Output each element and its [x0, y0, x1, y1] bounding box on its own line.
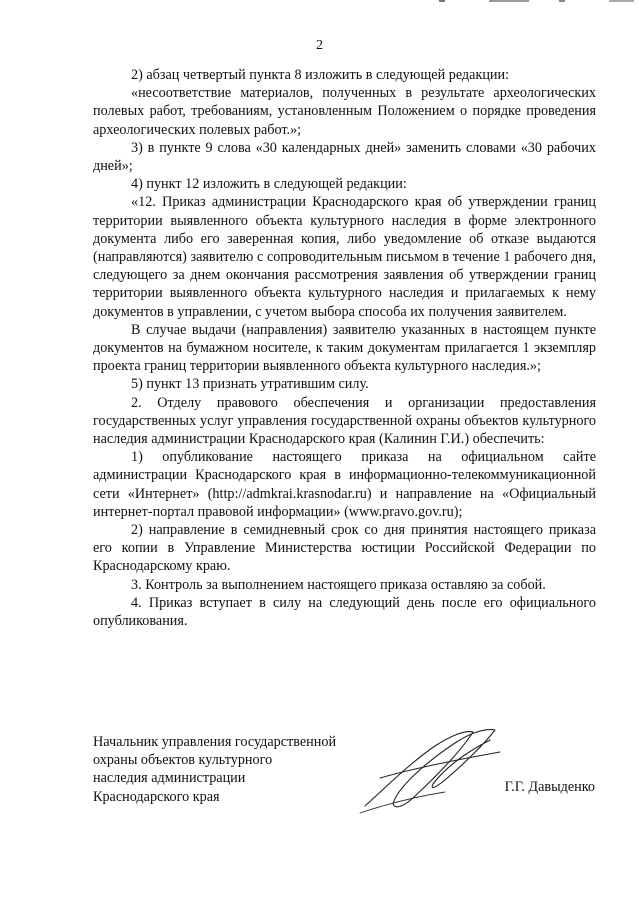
signatory-name: Г.Г. Давыденко [504, 779, 595, 795]
paragraph: 2. Отделу правового обеспечения и организации предоставления государственных услуг управления государственной охраны объектов культурного наследия администрации Краснодарского края (Калинин Г.И.) обеспечить: [93, 394, 596, 448]
scan-edge-mark [409, 0, 639, 5]
paragraph: В случае выдачи (направления) заявителю указанных в настоящем пункте документов на бумажном носителе, к таким документам прилагается 1 экземпляр проекта границ территории выявленного объекта культурного наследия.»; [93, 321, 596, 375]
paragraph: 3) в пункте 9 слова «30 календарных дней» заменить словами «30 рабочих дней»; [93, 139, 596, 175]
document-body [93, 66, 596, 630]
paragraph: «12. Приказ администрации Краснодарского края об утверждении границ территории выявленного объекта культурного наследия в форме электронного документа либо его заверенная копия, либо уведомление об отказе выдаются (направляются) заявителю с сопроводительным письмом в течение 1 рабочего дня, следующего за днем окончания рассмотрения заявления об утверждении границ территории выявленного объекта культурного наследия и прилагаемых к нему документов в управлении, с учетом выбора способа их получения заявителем. [93, 194, 596, 320]
paragraph: 4. Приказ вступает в силу на следующий день после его официального опубликования. [93, 594, 596, 630]
paragraph: «несоответствие материалов, полученных в результате археологических полевых работ, требованиям, установленным Положением о порядке проведения археологических полевых работ.»; [93, 85, 596, 138]
signatory-position-line: Краснодарского края [93, 788, 220, 805]
handwritten-signature [345, 718, 510, 818]
signatory-position-line: Начальник управления государственной [93, 734, 337, 750]
paragraph: 1) опубликование настоящего приказа на официальном сайте администрации Краснодарского края в информационно-телекоммуникационной сети «Интернет» (http://admkrai.krasnodar.ru) и направление на «Официальный интернет-портал правовой информации» (www.pravo.gov.ru); [93, 449, 596, 520]
paragraph: 5) пункт 13 признать утратившим силу. [131, 376, 369, 393]
paragraph: 4) пункт 12 изложить в следующей редакции: [131, 176, 407, 193]
paragraph: 2) направление в семидневный срок со дня принятия настоящего приказа его копии в Управление Министерства юстиции Российской Федерации по Краснодарскому краю. [93, 522, 596, 575]
page-number: 2 [316, 38, 323, 53]
signatory-position-line: охраны объектов культурного [93, 752, 273, 769]
signatory-position [93, 733, 353, 806]
paragraph: 2) абзац четвертый пункта 8 изложить в следующей редакции: [131, 67, 510, 83]
signatory-position-line: наследия администрации [93, 770, 246, 787]
paragraph: 3. Контроль за выполнением настоящего приказа оставляю за собой. [131, 576, 546, 593]
